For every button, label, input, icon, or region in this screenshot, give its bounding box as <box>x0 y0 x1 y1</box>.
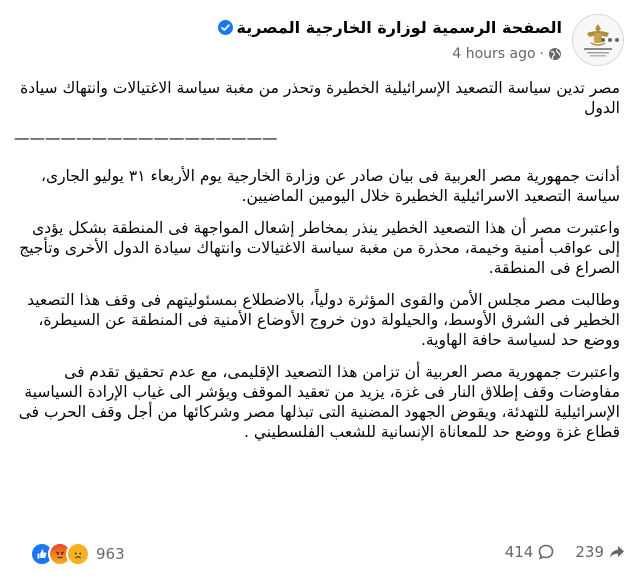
comments-stat[interactable] <box>505 543 556 561</box>
reactions-summary[interactable] <box>30 542 125 566</box>
comments-count: 414 <box>504 543 534 561</box>
shares-stat[interactable] <box>575 543 626 561</box>
post-meta <box>452 46 562 62</box>
shares-count: 239 <box>575 543 604 561</box>
sad-icon <box>66 542 90 566</box>
meta-separator: · <box>539 46 544 62</box>
post-paragraph-3: وطالبت مصر مجلس الأمن والقوى المؤثرة دولياً، بالاضطلاع بمسئوليتهم فى وقف هذا التصعيد الخطير فى الشرق الأوسط، والحيلولة دون خروج الأوضاع الأمنية فى المنطقة عن السيطرة، ووضع حد لسياسة حافة الهاوية. <box>27 291 620 349</box>
post-header <box>0 10 640 70</box>
post-footer <box>0 540 640 568</box>
post-title: مصر تدين سياسة التصعيد الإسرائيلية الخطيرة وتحذر من مغبة سياسة الاغتيالات وانتهاك سيادة الدول <box>20 79 620 117</box>
page-name-link[interactable] <box>218 18 562 37</box>
globe-icon <box>548 47 562 61</box>
post-body <box>14 78 620 454</box>
reactions-count: 963 <box>96 545 125 563</box>
page-name: الصفحة الرسمية لوزارة الخارجية المصرية <box>236 18 562 37</box>
post-time[interactable]: 4 hours ago <box>452 46 536 62</box>
post-paragraph-2: واعتبرت مصر أن هذا التصعيد الخطير ينذر بمخاطر إشعال المواجهة فى المنطقة بشكل يؤدى إلى عواقب أمنية وخيمة، محذرة من مغبة سياسة الاغتيالات وانتهاك سيادة الدول الأخرى وتأجيج الصراع فى المنطقة. <box>19 219 620 277</box>
share-icon <box>608 543 626 561</box>
post-divider: ————————————————— <box>14 129 278 147</box>
comment-icon <box>537 543 555 561</box>
post-paragraph-1: أدانت جمهورية مصر العربية فى بيان صادر عن وزارة الخارجية يوم الأربعاء ٣١ يوليو الجارى، سياسة التصعيد الاسرائيلية الخطيرة خلال اليومين الماضيين. <box>40 167 620 205</box>
more-dots-icon[interactable] <box>596 30 624 50</box>
post-paragraph-4: واعتبرت جمهورية مصر العربية أن تزامن هذا التصعيد الإقليمى، مع عدم تحقيق تقدم فى مفاوضات وقف إطلاق النار فى غزة، يزيد من تعقيد الموقف ويؤشر الى غياب الإرادة السياسية الإسرائيلية للتهدئة، ويقوض الجهود المضنية التى تبذلها مصر وشركائها من أجل وقف الحرب فى قطاع غزة ووضع حد للمعاناة الإنسانية للشعب الفلسطيني . <box>18 363 620 441</box>
engagement-stats <box>505 543 626 561</box>
verified-badge-icon <box>218 20 233 35</box>
